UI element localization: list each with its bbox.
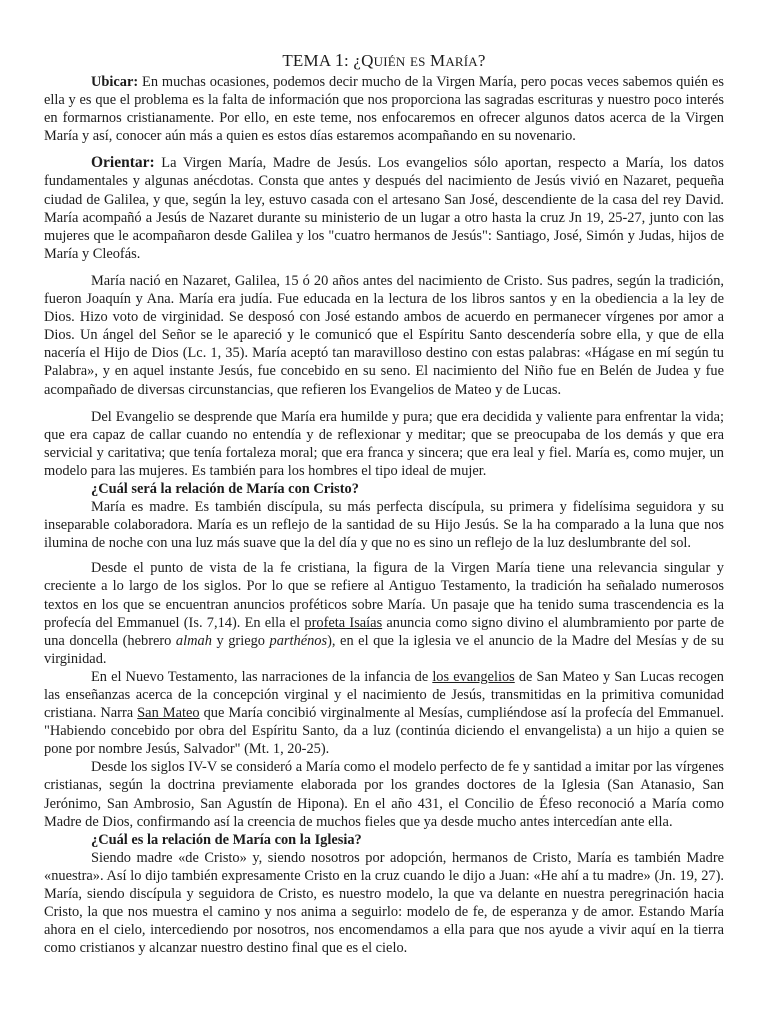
title-colon-q: : ¿ bbox=[344, 51, 362, 70]
orientar-label: Orientar: bbox=[91, 154, 155, 172]
title-number: 1 bbox=[334, 50, 345, 70]
paragraph-fe-cristiana bbox=[44, 559, 724, 668]
term-almah: almah bbox=[175, 632, 212, 649]
title-question-end: ? bbox=[477, 51, 486, 70]
ubicar-label: Ubicar: bbox=[91, 74, 139, 90]
page-title bbox=[44, 49, 724, 73]
paragraph-ubicar bbox=[44, 73, 724, 145]
paragraph-iglesia: Siendo madre «de Cristo» y, siendo nosotros por adopción, hermanos de Cristo, María es también Madre «nuestra». Así lo dijo también expresamente Cristo en la cruz cuando le dijo a Juan: «He ahí a tu madre» (Jn. 19, 27). María, siendo discípula y seguidora de Cristo, es nuestro modelo, la que va delante en nuestra peregrinación hacia Cristo, la que nos muestra el camino y nos anima a seguirlo: modelo de fe, de esperanza y de amor. Estando María ahora en el cielo, intercediendo por nosotros, nos encomendamos a ella para que nos ayude a vivir aquí en la tierra como cristianos y alcanzar nuestro destino final que es el cielo. bbox=[44, 849, 724, 957]
link-los-evangelios[interactable]: los evangelios bbox=[432, 668, 515, 685]
orientar-text: La Virgen María, Madre de Jesús. Los evangelios sólo aportan, respecto a María, los datos fundamentales y algunas anécdotas. Consta que antes y después del nacimiento de Jesús vivió en Nazaret, pequeña ciudad de Galilea, y que, según la ley, estuvo casada con el artesano San José, descendiente de la casa del rey David. María acompañó a Jesús de Nazaret durante su ministerio de un lugar a otro hasta la cruz Jn 19, 25-27, junto con las mujeres que le acompañaron desde Galilea y los "cuatro hermanos de Jesús": Santiago, José, Simón y Judas, hijos de María y Cleofás. bbox=[44, 155, 724, 262]
document-page bbox=[44, 49, 724, 957]
paragraph-nuevo-testamento bbox=[44, 668, 724, 758]
title-m-rest: ARÍA bbox=[445, 54, 478, 69]
paragraph-madre: María es madre. Es también discípula, su más perfecta discípula, su primera y fidelísima seguidora y su inseparable colaboradora. María es un reflejo de la santidad de su Hijo Jesús. Se la ha comparado a la luna que nos ilumina de noche con una luz más suave que la del día y que no es sino un reflejo de la luz deslumbrante del sol. bbox=[44, 499, 724, 552]
heading-relacion-cristo: ¿Cuál será la relación de María con Cristo? bbox=[91, 480, 359, 497]
title-tema: TEMA bbox=[282, 51, 331, 70]
paragraph-siglos: Desde los siglos IV-V se consideró a María como el modelo perfecto de fe y santidad a imitar por las vírgenes cristianas, según la doctrina previamente elaborada por los grandes doctores de la Iglesia (San Atanasio, San Jerónimo, San Ambrosio, San Agustín de Hipona). En el año 431, el Concilio de Éfeso reconoció a María como Madre de Dios, confirmando así la creencia de muchos fieles que ya desde mucho antes intercedían ante ella. bbox=[44, 759, 724, 830]
link-san-mateo[interactable]: San Mateo bbox=[137, 705, 200, 722]
fe-text-b: anuncia como signo divino el alumbramiento por parte de una doncella (hebrero bbox=[44, 614, 724, 649]
title-q-rest: UIÉN bbox=[373, 54, 406, 69]
paragraph-nacio: María nació en Nazaret, Galilea, 15 ó 20 años antes del nacimiento de Cristo. Sus padres, según la tradición, fueron Joaquín y Ana. María era judía. Fue educada en la lectura de los libros santos y en la obediencia a la ley de Dios. Hizo voto de virginidad. Se desposó con José estando ambos de acuerdo en permanecer vírgenes por amor a Dios. Un ángel del Señor se le apareció y le comunicó que el Espíritu Santo descendería sobre ella, y que de ella nacería el Hijo de Dios (Lc. 1, 35). María aceptó tan maravilloso destino con estas palabras: «Hágase en mí según tu Palabra», y en aquel instante Jesús, fue concebido en su seno. El nacimiento del Niño fue en Belén de Judea y fue acompañado de diversas circunstancias, que refieren los Evangelios de Mateo y de Lucas. bbox=[44, 272, 724, 398]
paragraph-evangelio: Del Evangelio se desprende que María era humilde y pura; que era decidida y valiente para enfrentar la vida; que era capaz de callar cuando no entendía y de reflexionar y meditar; que se preocupaba de los demás y que era servicial y caritativa; que tenía fortaleza moral; que era franca y sincera; que era leal y fiel. María es, como mujer, un modelo para las mujeres. Es también para los hombres el tipo ideal de mujer. bbox=[44, 408, 724, 479]
fe-text-a: Desde el punto de vista de la fe cristiana, la figura de la Virgen María tiene una relevancia singular y creciente a lo largo de los siglos. Por lo que se refiere al Antiguo Testamento, la tradición ha señalado numerosos textos en los que se encuentran anuncios proféticos sobre María. Un pasaje que ha tenido suma trascendencia es la profecía del Emmanuel (Is. 7,14). En ella el bbox=[44, 560, 724, 631]
link-profeta-isaias[interactable]: profeta Isaías bbox=[304, 614, 383, 631]
nuevo-text-b: de San Mateo y San Lucas recogen las enseñanzas acerca de la concepción virginal y el nacimiento de Jesús, transmitidas en la primitiva comunidad cristiana. Narra bbox=[44, 668, 724, 722]
heading-relacion-iglesia: ¿Cuál es la relación de María con la Iglesia? bbox=[91, 831, 362, 848]
title-m-initial: M bbox=[429, 51, 446, 70]
title-q-initial: Q bbox=[361, 51, 374, 70]
paragraph-orientar bbox=[44, 154, 724, 263]
term-parthenos: parthénos bbox=[269, 632, 328, 649]
title-es: ES bbox=[409, 54, 426, 69]
fe-text-d: ), en el que la iglesia ve el anuncio de la Madre del Mesías y de su virginidad. bbox=[44, 632, 724, 667]
nuevo-text-a: En el Nuevo Testamento, las narraciones de la infancia de bbox=[91, 668, 433, 685]
fe-text-c: y griego bbox=[211, 632, 270, 649]
nuevo-text-c: que María concibió virginalmente al Mesías, cumpliéndose así la profecía del Emmanuel. "Habiendo concebido por obra del Espíritu Santo, da a luz (continúa diciendo el envangelista) a un hijo a quien se pone por nombre Jesús, Salvador" (Mt. 1, 20-25). bbox=[44, 705, 725, 758]
ubicar-text: En muchas ocasiones, podemos decir mucho de la Virgen María, pero pocas veces sabemos quién es ella y es que el problema es la falta de información que nos proporciona las sagradas escrituras y nuestro poco interés en formarnos cristianamente. Por ello, en este teme, nos enfocaremos en ofrecer algunos datos acerca de la Virgen María y así, conocer aún más a quien es estos días estaremos acompañando en su novenario. bbox=[44, 74, 724, 145]
